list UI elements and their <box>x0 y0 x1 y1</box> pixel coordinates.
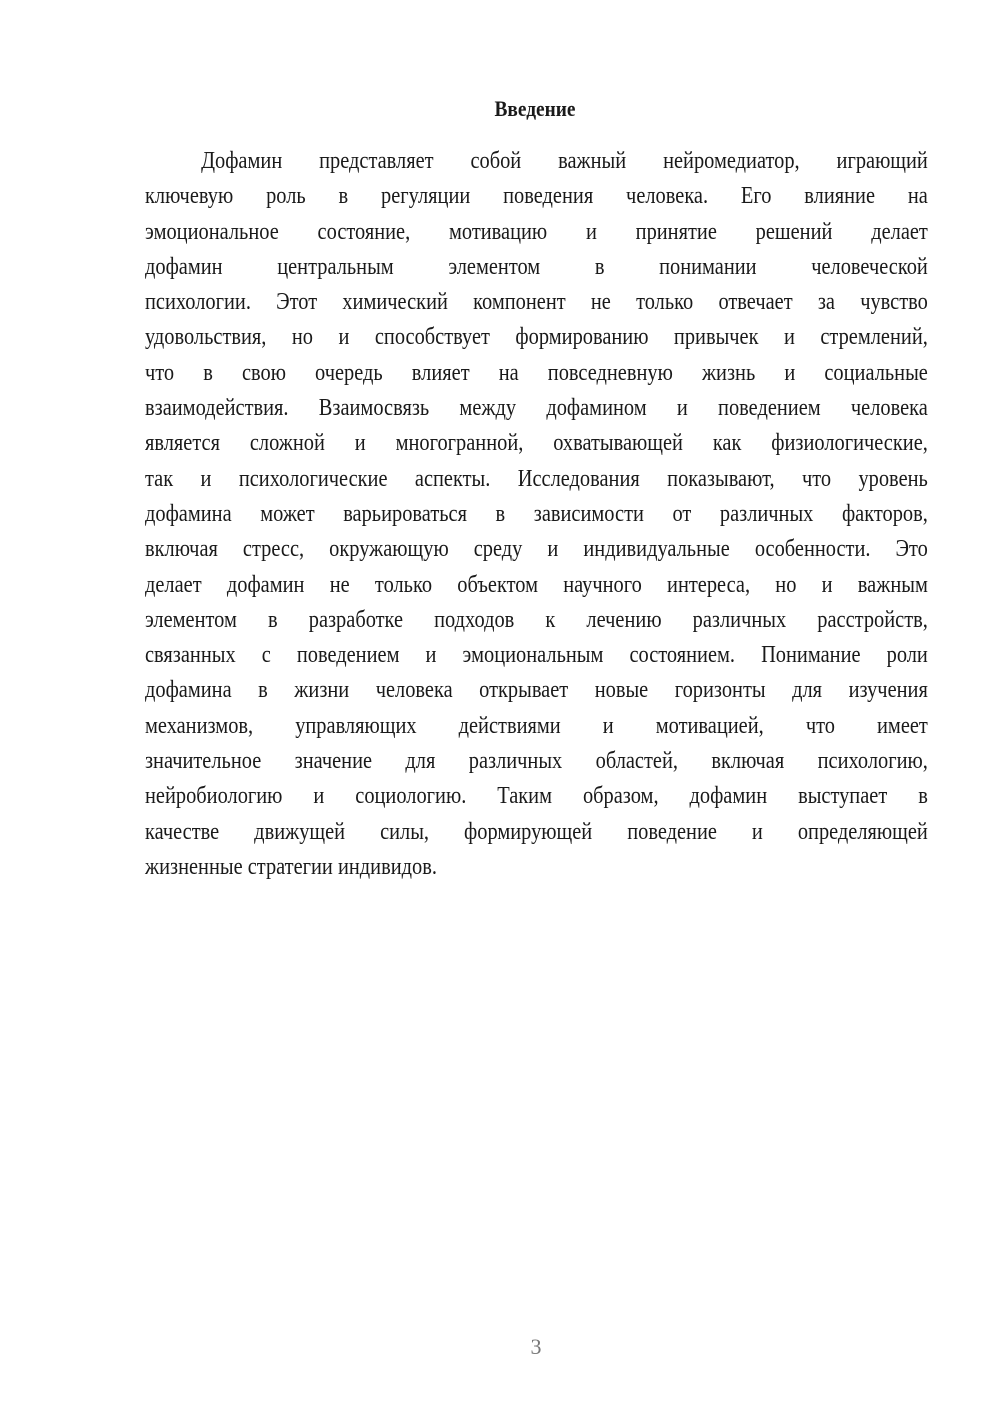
paragraph-line: удовольствия, но и способствует формированию привычек и стремлений, <box>145 324 928 351</box>
paragraph-line: является сложной и многогранной, охватывающей как физиологические, <box>145 430 928 457</box>
paragraph-line: качестве движущей силы, формирующей поведение и определяющей <box>145 818 928 845</box>
paragraph-line: психологии. Этот химический компонент не только отвечает за чувство <box>145 289 928 316</box>
paragraph-line: связанных с поведением и эмоциональным состоянием. Понимание роли <box>145 642 928 669</box>
paragraph-line: нейробиологию и социологию. Таким образом, дофамин выступает в <box>145 783 928 810</box>
paragraph-line: дофамина может варьироваться в зависимости от различных факторов, <box>145 500 928 527</box>
paragraph-line: включая стресс, окружающую среду и индивидуальные особенности. Это <box>145 536 928 563</box>
paragraph-line: значительное значение для различных областей, включая психологию, <box>145 748 928 775</box>
paragraph-line: Дофамин представляет собой важный нейромедиатор, играющий <box>201 148 928 174</box>
paragraph-line: жизненные стратегии индивидов. <box>145 853 437 880</box>
paragraph-line: взаимодействия. Взаимосвязь между дофамином и поведением человека <box>145 395 928 422</box>
paragraph-line: дофамин центральным элементом в понимании человеческой <box>145 253 928 280</box>
paragraph-line: ключевую роль в регуляции поведения человека. Его влияние на <box>145 183 928 210</box>
intro-paragraph <box>145 144 1000 885</box>
section-title: Введение <box>494 96 576 121</box>
paragraph-line: дофамина в жизни человека открывает новые горизонты для изучения <box>145 677 928 704</box>
paragraph-line: что в свою очередь влияет на повседневную жизнь и социальные <box>145 359 928 386</box>
paragraph-line: элементом в разработке подходов к лечению различных расстройств, <box>145 606 928 633</box>
page-number: 3 <box>530 1334 542 1359</box>
paragraph-line: делает дофамин не только объектом научного интереса, но и важным <box>145 571 928 598</box>
paragraph-line: так и психологические аспекты. Исследования показывают, что уровень <box>145 465 928 492</box>
paragraph-line: эмоциональное состояние, мотивацию и принятие решений делает <box>145 218 928 245</box>
paragraph-line: механизмов, управляющих действиями и мотивацией, что имеет <box>145 712 928 739</box>
